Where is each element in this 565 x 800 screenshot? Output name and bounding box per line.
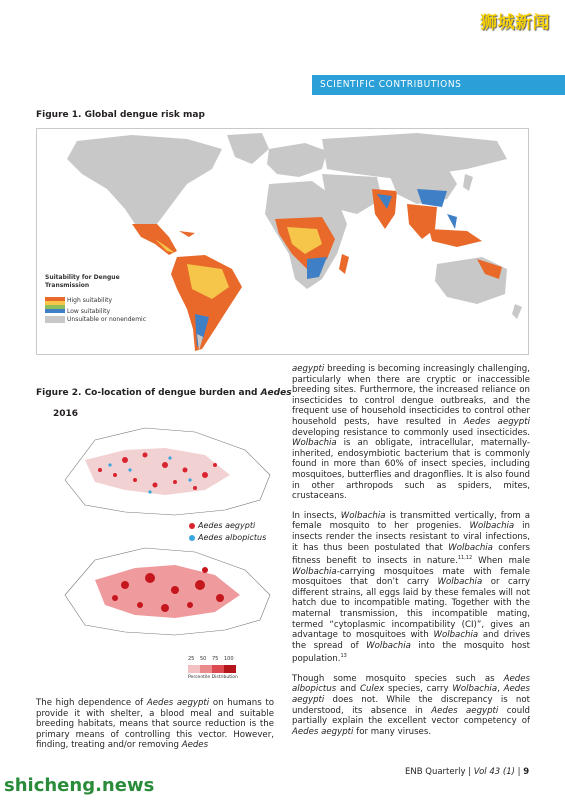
volume-label: Vol 43 (1) (473, 767, 515, 777)
legend-albopictus: Aedes albopictus (198, 533, 267, 542)
legend-title-1: Suitability for Dengue (45, 274, 120, 281)
legend-none: Unsuitable or nonendemic (67, 316, 147, 323)
watermark-bottom: shicheng.news (4, 775, 155, 796)
right-paragraph-3: Though some mosquito species such as Aedes albopictus and Culex species, carry Wolbachia, Aedes aegypti does not. While the discrepancy is not understood, its absence in Aedes aegypti could partially explain the excellent vector competency of Aedes aegypti for many viruses. (292, 673, 531, 737)
right-paragraph-1: aegypti breeding is becoming increasingly challenging, particularly when there are cryptic or inaccessible breeding sites. Furthermore, the increased reliance on insecticides to control dengue outbreaks, and the frequent use of household insecticides to control other household pests, have resulted in Aedes aegypti developing resistance to commonly used insecticides. Wolbachia is an obligate, intracellular, maternally-inherited, endosymbiotic bacterium that is commonly found in more than 60% of insect species, including mosquitoes, butterflies and dragonflies. It is also found in other arthropods such as spiders, mites, crustaceans. (292, 364, 530, 502)
legend-title-2: Transmission (45, 282, 90, 289)
legend-high: High suitability (67, 297, 113, 304)
left-column-text (36, 698, 274, 760)
scale-label: 75 (212, 656, 219, 662)
figure1-title: Figure 1. Global dengue risk map (36, 110, 205, 120)
singapore-maps (55, 420, 285, 690)
section-banner: SCIENTIFIC CONTRIBUTIONS (312, 75, 565, 95)
page-number: 9 (523, 767, 530, 777)
right-column-text (292, 364, 530, 746)
left-paragraph-1: The high dependence of Aedes aegypti on humans to provide it with shelter, a blood meal and suitable breeding habitats, means that source reduction is the primary means of controlling this vector. However, finding, treating and/or removing Aedes (36, 698, 275, 751)
figure2-year: 2016 (53, 409, 79, 419)
watermark-top: 狮城新闻 (480, 13, 550, 33)
figure2-title: Figure 2. Co-location of dengue burden and Aedes (36, 388, 292, 398)
page-footer: ENB Quarterly | Vol 43 (1) | 9 (405, 767, 530, 777)
legend-low: Low suitability (67, 308, 111, 315)
percentile-scale-labels (188, 656, 248, 662)
right-paragraph-2: In insects, Wolbachia is transmitted vertically, from a female mosquito to her progenies. Wolbachia in insects render the insects resistant to viral infections, it has thus been postulated that Wolbachia confers fitness benefit to insects in nature.$^{11,12}$ When male Wolbachia-carrying mosquitoes mate with female mosquitoes that don’t carry Wolbachia or carry different strains, all eggs laid by these females will not hatch due to incompatible mating. Together with the maternal transmission, this incompatible mating, termed “cytoplasmic incompatibility (CI)”, gives an advantage to mosquitoes with Wolbachia and drives the spread of Wolbachia into the mosquito host population.$^{13}$ (292, 510, 531, 665)
scale-label: 50 (200, 656, 207, 662)
scale-label: 25 (188, 656, 195, 662)
journal-name: ENB Quarterly (405, 767, 466, 777)
singapore-map-graphic (55, 420, 285, 690)
global-dengue-map (36, 128, 529, 355)
percentile-caption: Percentile Distribution (188, 675, 238, 680)
legend-aegypti: Aedes aegypti (198, 521, 256, 530)
scale-label: 100 (224, 656, 234, 662)
